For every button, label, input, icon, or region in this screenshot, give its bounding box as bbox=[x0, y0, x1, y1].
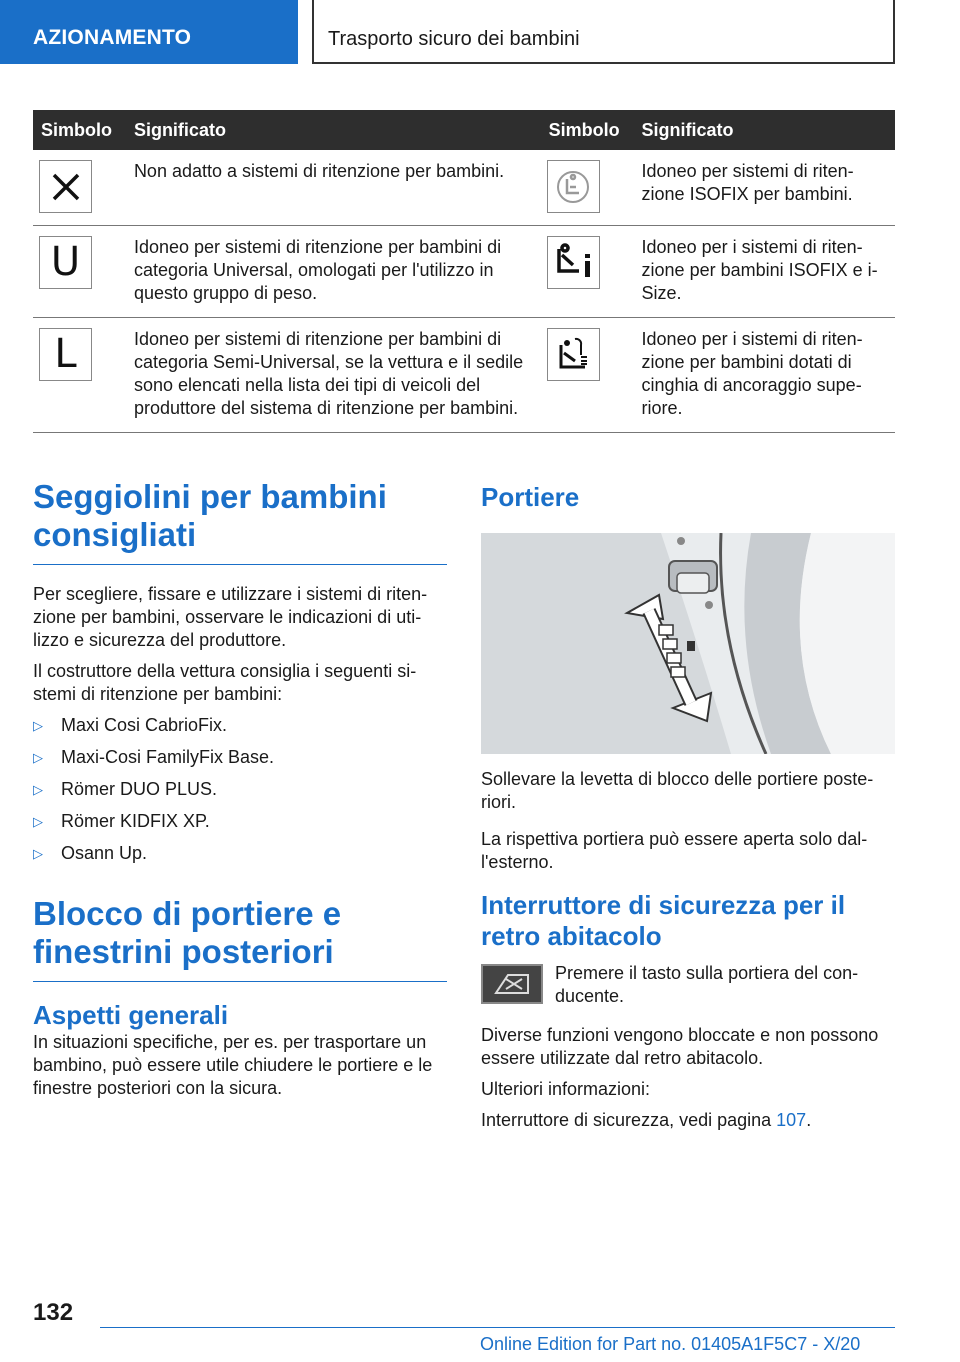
bullet-triangle-icon: ▷ bbox=[33, 718, 43, 733]
paragraph: Ulteriori informazioni: bbox=[481, 1079, 651, 1099]
table-row bbox=[33, 226, 895, 318]
door-lock-lever-illustration bbox=[481, 533, 895, 754]
heading-general-aspects: Aspetti generali bbox=[33, 1000, 229, 1030]
footer-edition: Online Edition for Part no. 01405A1F5C7 - X/20 bbox=[480, 1334, 861, 1354]
bullet-triangle-icon: ▷ bbox=[33, 782, 43, 797]
list-item bbox=[33, 714, 447, 737]
child-lock-button-icon bbox=[481, 964, 543, 1004]
table-cell-meaning: Idoneo per sistemi di ritenzione per bambini di categoria Universal, omologati per l'utilizzo in questo gruppo di peso. bbox=[126, 226, 541, 318]
footer-divider bbox=[100, 1327, 895, 1328]
table-cell-meaning: Idoneo per sistemi di ritenzione per bambini di categoria Semi-Universal, se la vettura e il sedile sono elencati nella lista dei tipi di veicoli del produttore del sistema di ritenzione per bambini. bbox=[126, 318, 541, 433]
table-cell-meaning: Idoneo per i sistemi di ritenzione per bambini dotati di cinghia di ancoraggio superiore. bbox=[634, 318, 895, 433]
paragraph: La rispettiva portiera può essere aperta solo dall'esterno. bbox=[481, 829, 868, 872]
page-number: 132 bbox=[33, 1299, 74, 1326]
paragraph: Sollevare la levetta di blocco delle portiere posteriori. bbox=[481, 769, 874, 812]
heading-door-window-lock: Blocco di portiere e finestrini posteriori bbox=[33, 895, 447, 982]
list-item bbox=[33, 810, 447, 833]
isize-seat-icon bbox=[547, 236, 600, 289]
paragraph: In situazioni specifiche, per es. per trasportare un bambino, può essere utile chiudere le portiere e le finestre posteriori con la sicura. bbox=[33, 1032, 433, 1098]
semi-universal-l-icon bbox=[39, 328, 92, 381]
universal-u-icon bbox=[39, 236, 92, 289]
header-section-label: AZIONAMENTO bbox=[0, 0, 298, 64]
list-item-text: Römer DUO PLUS. bbox=[61, 779, 218, 799]
table-row bbox=[33, 150, 895, 226]
column-header-symbol-2: Simbolo bbox=[541, 110, 634, 150]
list-item-text: Römer KIDFIX XP. bbox=[61, 811, 210, 831]
bullet-triangle-icon: ▷ bbox=[33, 814, 43, 829]
symbol-table-header bbox=[33, 110, 895, 150]
symbol-letter-l: L bbox=[54, 331, 77, 377]
top-tether-seat-icon bbox=[547, 328, 600, 381]
bullet-triangle-icon: ▷ bbox=[33, 750, 43, 765]
paragraph: Il costruttore della vettura consiglia i seguenti sistemi di ritenzione per bambini: bbox=[33, 661, 417, 704]
list-item-text: Maxi-Cosi FamilyFix Base. bbox=[61, 747, 275, 767]
heading-safety-switch: Interruttore di sicurezza per il retro abitacolo bbox=[481, 890, 846, 951]
symbol-table bbox=[33, 110, 895, 433]
symbol-letter-u: U bbox=[50, 239, 81, 285]
paragraph: Per scegliere, fissare e utilizzare i sistemi di ritenzione per bambini, osservare le indicazioni di utilizzo e sicurezza del produttore. bbox=[33, 584, 428, 650]
paragraph: Premere il tasto sulla portiera del conducente. bbox=[555, 963, 859, 1006]
list-item-text: Maxi Cosi CabrioFix. bbox=[61, 715, 228, 735]
isofix-seat-icon bbox=[547, 160, 600, 213]
page-link-107[interactable]: 107 bbox=[776, 1110, 807, 1130]
paragraph: Diverse funzioni vengono bloccate e non possono essere utilizzate dal retro abitacolo. bbox=[481, 1025, 879, 1068]
table-cell-meaning: Non adatto a sistemi di ritenzione per bambini. bbox=[126, 150, 541, 226]
right-column bbox=[481, 478, 895, 1140]
left-column bbox=[33, 478, 447, 1108]
paragraph-reference bbox=[481, 1109, 895, 1132]
column-header-symbol: Simbolo bbox=[33, 110, 126, 150]
bullet-triangle-icon: ▷ bbox=[33, 846, 43, 861]
heading-doors: Portiere bbox=[481, 482, 580, 512]
list-item bbox=[33, 746, 447, 769]
safety-switch-instruction bbox=[481, 962, 895, 1008]
list-item bbox=[33, 842, 447, 865]
table-cell-meaning: Idoneo per sistemi di ritenzione ISOFIX per bambini. bbox=[634, 150, 895, 226]
list-item bbox=[33, 778, 447, 801]
reference-suffix: . bbox=[806, 1110, 812, 1130]
heading-recommended-seats: Seggiolini per bambini consigliati bbox=[33, 478, 447, 565]
column-header-meaning-2: Significato bbox=[634, 110, 895, 150]
recommended-seats-list bbox=[33, 714, 447, 865]
table-row bbox=[33, 318, 895, 433]
header-chapter-title: Trasporto sicuro dei bambini bbox=[312, 0, 895, 64]
reference-text: Interruttore di sicurezza, vedi pagina bbox=[481, 1110, 777, 1130]
column-header-meaning: Significato bbox=[126, 110, 541, 150]
table-cell-meaning: Idoneo per i sistemi di ritenzione per bambini ISOFIX e i-Size. bbox=[634, 226, 895, 318]
list-item-text: Osann Up. bbox=[61, 843, 148, 863]
cross-icon bbox=[39, 160, 92, 213]
